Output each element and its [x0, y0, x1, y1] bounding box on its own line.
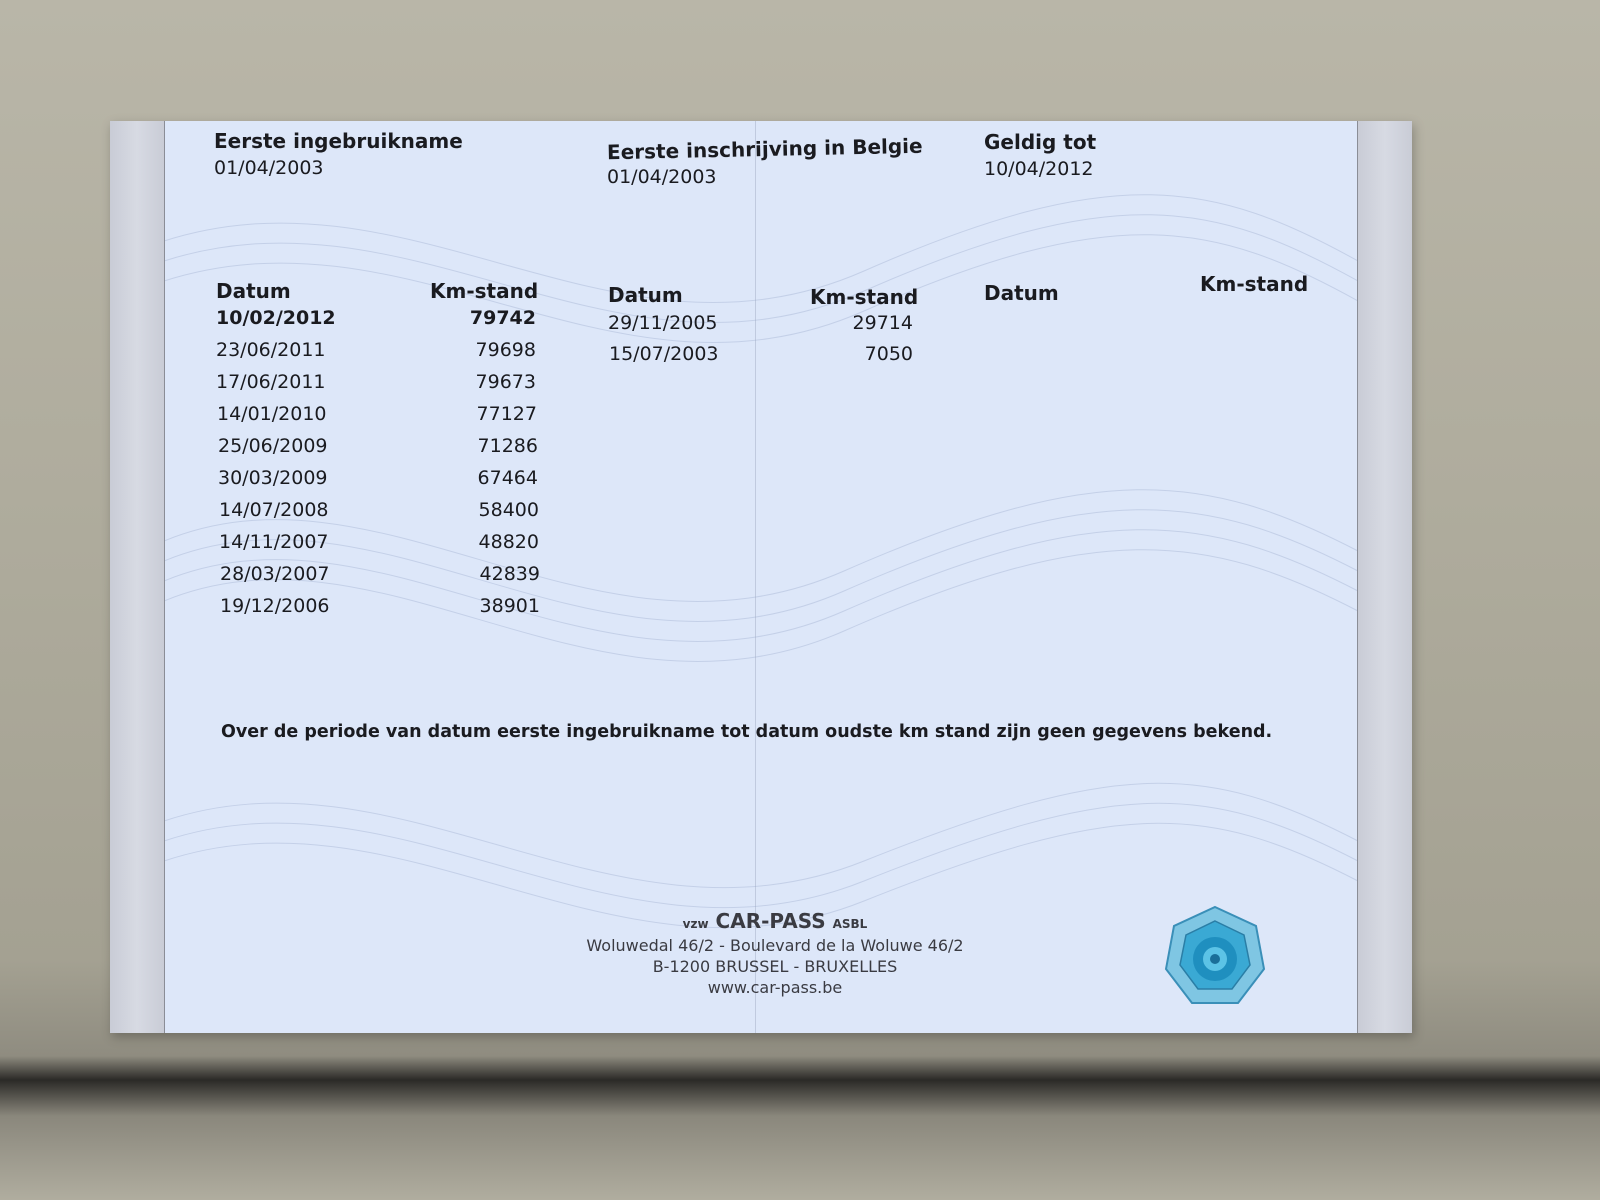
- valid-until-value: 10/04/2012: [984, 158, 1094, 180]
- record-date: 23/06/2011: [216, 339, 326, 361]
- fold-line: [755, 121, 756, 1033]
- record-row: [216, 371, 536, 395]
- record-date: 29/11/2005: [608, 312, 718, 334]
- left-security-band: [110, 121, 165, 1033]
- record-row: [220, 595, 540, 619]
- record-row: [218, 467, 538, 491]
- record-date: 28/03/2007: [220, 563, 330, 585]
- col2-km-header: Km-stand: [810, 285, 919, 309]
- col1-km-header: Km-stand: [430, 279, 539, 303]
- record-date: 10/02/2012: [216, 307, 336, 329]
- record-row: [219, 531, 539, 555]
- record-km: 79673: [475, 371, 536, 393]
- record-km: 38901: [479, 595, 540, 617]
- issuer-address-line2: B-1200 BRUSSEL - BRUXELLES: [652, 957, 898, 976]
- record-row: [216, 339, 536, 363]
- first-use-value: 01/04/2003: [214, 157, 324, 179]
- first-use-label: Eerste ingebruikname: [214, 129, 463, 153]
- record-date: 14/07/2008: [219, 499, 329, 521]
- record-row: [219, 499, 539, 523]
- record-km: 71286: [477, 435, 538, 457]
- record-date: 14/11/2007: [219, 531, 329, 553]
- record-date: 14/01/2010: [217, 403, 327, 425]
- record-km: 42839: [479, 563, 540, 585]
- record-row: [609, 343, 913, 367]
- issuer-block: [540, 911, 1010, 998]
- record-km: 29714: [852, 312, 913, 334]
- record-km: 48820: [478, 531, 539, 553]
- first-registration-value: 01/04/2003: [607, 166, 717, 188]
- col2-date-header: Datum: [608, 283, 683, 307]
- car-pass-document: [110, 121, 1412, 1033]
- issuer-address-line1: Woluwedal 46/2 - Boulevard de la Woluwe 46/2: [586, 936, 964, 955]
- no-data-notice: Over de periode van datum eerste ingebruikname tot datum oudste km stand zijn geen gegevens bekend.: [221, 722, 1273, 742]
- record-date: 15/07/2003: [609, 343, 719, 365]
- record-km: 67464: [477, 467, 538, 489]
- record-date: 17/06/2011: [216, 371, 326, 393]
- valid-until-label: Geldig tot: [984, 130, 1097, 154]
- col1-date-header: Datum: [216, 279, 291, 303]
- record-km: 7050: [864, 343, 913, 365]
- col3-km-header: Km-stand: [1200, 272, 1309, 296]
- record-km: 58400: [478, 499, 539, 521]
- car-pass-logo-icon: [1160, 901, 1270, 1011]
- record-date: 30/03/2009: [218, 467, 328, 489]
- first-registration-label: Eerste inschrijving in Belgie: [606, 133, 923, 165]
- record-row: [217, 403, 537, 427]
- record-row: [608, 312, 913, 336]
- record-row: [220, 563, 540, 587]
- record-row: [218, 435, 538, 459]
- col3-date-header: Datum: [984, 281, 1059, 305]
- record-km: 77127: [476, 403, 537, 425]
- record-date: 19/12/2006: [220, 595, 330, 617]
- issuer-website: www.car-pass.be: [707, 978, 843, 997]
- right-security-band: [1357, 121, 1412, 1033]
- record-row: [216, 307, 536, 331]
- record-date: 25/06/2009: [218, 435, 328, 457]
- issuer-name: vzw CAR-PASS ASBL: [682, 909, 868, 933]
- record-km: 79698: [475, 339, 536, 361]
- record-km: 79742: [469, 307, 536, 329]
